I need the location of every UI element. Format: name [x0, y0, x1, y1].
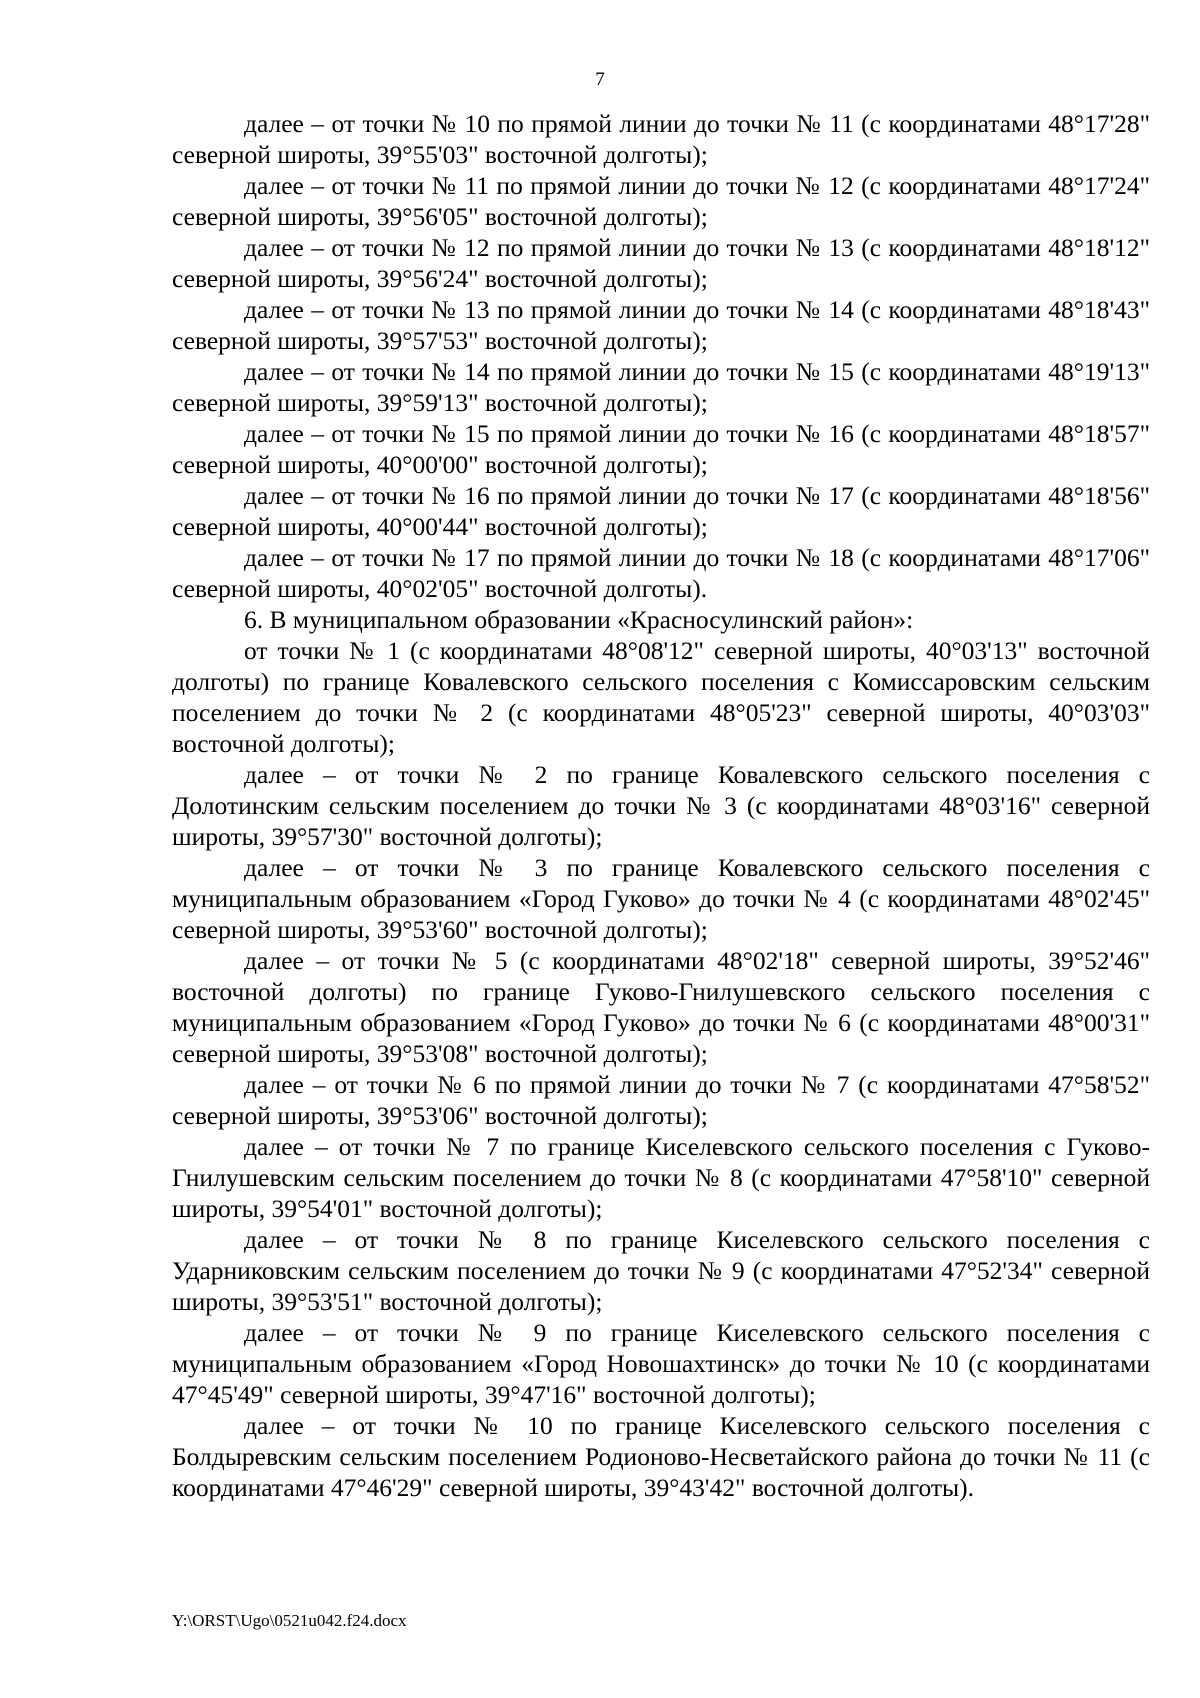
footer-file-path: Y:\ORST\Ugo\0521u042.f24.docx	[172, 1611, 407, 1630]
paragraph: далее – от точки № 8 по границе Киселевского сельского поселения с Ударниковским сельским поселением до точки № 9 (с координатами 47°52'34" северной широты, 39°53'51" восточной долготы);	[172, 1225, 1150, 1316]
paragraph: далее – от точки № 10 по прямой линии до точки № 11 (с координатами 48°17'28" северной широты, 39°55'03" восточной долготы);	[172, 109, 1150, 169]
paragraph: далее – от точки № 7 по границе Киселевского сельского поселения с Гуково-Гнилушевским сельским поселением до точки № 8 (с координатами 47°58'10" северной широты, 39°54'01" восточной долготы);	[172, 1132, 1150, 1223]
paragraph: далее – от точки № 13 по прямой линии до точки № 14 (с координатами 48°18'43" северной широты, 39°57'53" восточной долготы);	[172, 295, 1150, 355]
page-number: 7	[595, 69, 605, 90]
section-heading: 6. В муниципальном образовании «Красносулинский район»:	[244, 605, 914, 634]
paragraph: от точки № 1 (с координатами 48°08'12" северной широты, 40°03'13" восточной долготы) по границе Ковалевского сельского поселения с Комиссаровским сельским поселением до точки № 2 (с координатами 48°05'23" северной широты, 40°03'03" восточной долготы);	[172, 636, 1150, 758]
paragraph: далее – от точки № 15 по прямой линии до точки № 16 (с координатами 48°18'57" северной широты, 40°00'00" восточной долготы);	[172, 419, 1150, 479]
paragraph: далее – от точки № 11 по прямой линии до точки № 12 (с координатами 48°17'24" северной широты, 39°56'05" восточной долготы);	[172, 171, 1150, 231]
paragraph: далее – от точки № 5 (с координатами 48°02'18" северной широты, 39°52'46" восточной долготы) по границе Гуково-Гнилушевского сельского поселения с муниципальным образованием «Город Гуково» до точки № 6 (с координатами 48°00'31" северной широты, 39°53'08" восточной долготы);	[172, 946, 1150, 1068]
paragraph: далее – от точки № 14 по прямой линии до точки № 15 (с координатами 48°19'13" северной широты, 39°59'13" восточной долготы);	[172, 357, 1150, 417]
paragraph: далее – от точки № 2 по границе Ковалевского сельского поселения с Долотинским сельским поселением до точки № 3 (с координатами 48°03'16" северной широты, 39°57'30" восточной долготы);	[172, 760, 1150, 851]
paragraph: далее – от точки № 12 по прямой линии до точки № 13 (с координатами 48°18'12" северной широты, 39°56'24" восточной долготы);	[172, 233, 1150, 293]
paragraph: далее – от точки № 6 по прямой линии до точки № 7 (с координатами 47°58'52" северной широты, 39°53'06" восточной долготы);	[172, 1070, 1150, 1130]
paragraph: далее – от точки № 10 по границе Киселевского сельского поселения с Болдыревским сельским поселением Родионово-Несветайского района до точки № 11 (с координатами 47°46'29" северной широты, 39°43'42" восточной долготы).	[172, 1411, 1150, 1502]
paragraph: далее – от точки № 17 по прямой линии до точки № 18 (с координатами 48°17'06" северной широты, 40°02'05" восточной долготы).	[172, 543, 1150, 603]
paragraph: далее – от точки № 3 по границе Ковалевского сельского поселения с муниципальным образованием «Город Гуково» до точки № 4 (с координатами 48°02'45" северной широты, 39°53'60" восточной долготы);	[172, 853, 1150, 944]
paragraph: далее – от точки № 16 по прямой линии до точки № 17 (с координатами 48°18'56" северной широты, 40°00'44" восточной долготы);	[172, 481, 1150, 541]
document-body	[172, 108, 1150, 1503]
paragraph: далее – от точки № 9 по границе Киселевского сельского поселения с муниципальным образованием «Город Новошахтинск» до точки № 10 (с координатами 47°45'49" северной широты, 39°47'16" восточной долготы);	[172, 1318, 1150, 1409]
